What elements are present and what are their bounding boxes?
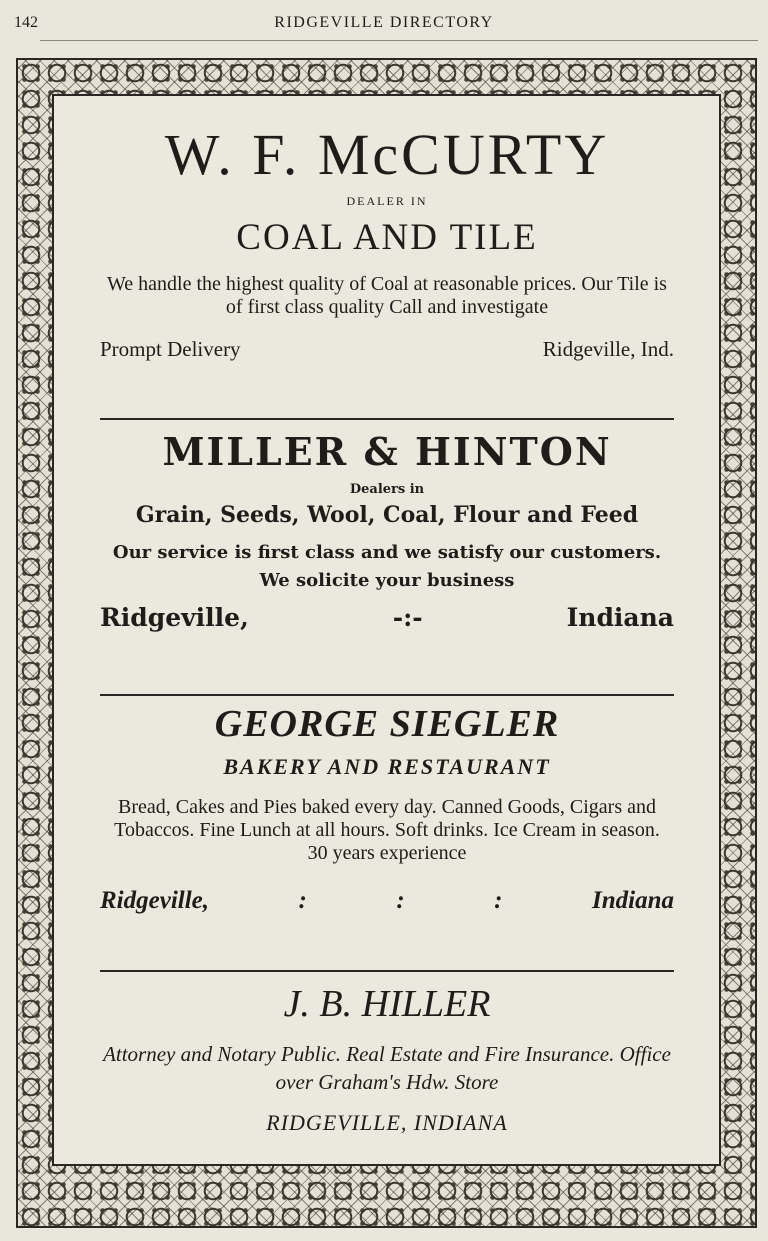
ad-footer-separator: -:- bbox=[392, 603, 423, 632]
header-rule bbox=[40, 40, 758, 41]
running-head: RIDGEVILLE DIRECTORY bbox=[274, 14, 494, 31]
ad-divider bbox=[100, 418, 674, 420]
ad-divider bbox=[100, 694, 674, 696]
ad-footer-city: Ridgeville, bbox=[100, 603, 249, 632]
ad-dealer-label: DEALER IN bbox=[346, 194, 428, 208]
ad-mccurty bbox=[100, 120, 674, 362]
ad-title: J. B. HILLER bbox=[283, 983, 491, 1025]
ad-footer-state: Indiana bbox=[591, 887, 674, 914]
ad-footer-city: Ridgeville, bbox=[100, 887, 209, 914]
ad-title: W. F. McCURTY bbox=[164, 122, 610, 187]
ad-divider bbox=[100, 970, 674, 972]
ad-footer bbox=[100, 603, 674, 632]
ad-footer-state: Indiana bbox=[566, 603, 674, 632]
ad-footer: RIDGEVILLE, INDIANA bbox=[266, 1110, 508, 1135]
ad-footer-right: Ridgeville, Ind. bbox=[542, 337, 674, 361]
ad-footer bbox=[100, 337, 674, 362]
ad-subtitle: BAKERY AND RESTAURANT bbox=[223, 754, 551, 779]
ad-hiller bbox=[100, 980, 674, 1136]
ad-footer-separator: : bbox=[494, 887, 503, 914]
page-number: 142 bbox=[14, 14, 38, 31]
ad-body: Our service is first class and we satisfy our customers. We solicite your business bbox=[112, 542, 662, 591]
advertisement-panel bbox=[54, 96, 719, 1164]
ad-products: COAL AND TILE bbox=[236, 217, 538, 258]
ad-siegler bbox=[100, 700, 674, 915]
ad-experience: 30 years experience bbox=[307, 842, 467, 864]
ad-footer-left: Prompt Delivery bbox=[100, 337, 241, 361]
ad-title: MILLER & HINTON bbox=[162, 429, 612, 474]
ad-miller-hinton bbox=[100, 428, 674, 632]
ad-footer-separator: : bbox=[396, 887, 405, 914]
ad-title: GEORGE SIEGLER bbox=[214, 703, 560, 745]
ad-body: Attorney and Notary Public. Real Estate and Fire Insurance. Office over Graham's Hdw. Store bbox=[103, 1042, 671, 1094]
ad-body-text: Bread, Cakes and Pies baked every day. Canned Goods, Cigars and Tobaccos. Fine Lunch at all hours. Soft drinks. Ice Cream in season. bbox=[114, 796, 660, 841]
ad-body bbox=[100, 796, 674, 865]
ad-footer-separator: : bbox=[298, 887, 307, 914]
ad-body: We handle the highest quality of Coal at reasonable prices. Our Tile is of first class quality Call and investigate bbox=[107, 273, 667, 318]
page-header bbox=[0, 0, 768, 46]
ad-footer bbox=[100, 887, 674, 915]
ad-dealer-label: Dealers in bbox=[349, 482, 425, 497]
ad-products: Grain, Seeds, Wool, Coal, Flour and Feed bbox=[135, 502, 639, 528]
